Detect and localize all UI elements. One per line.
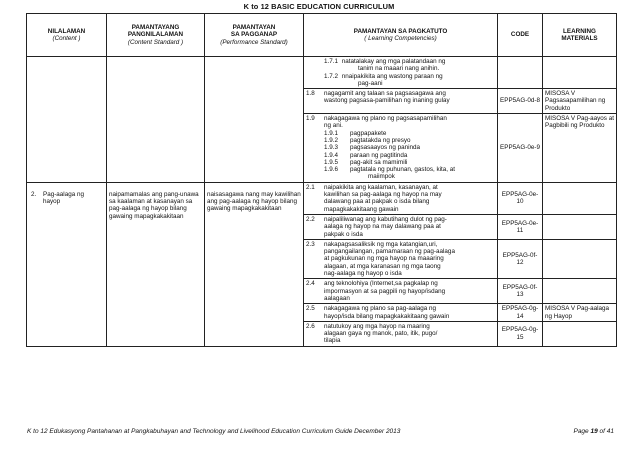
code-cell: EPP5AG-0f-12 xyxy=(498,239,543,278)
item-text-cont: pakpak o isda xyxy=(324,230,363,238)
item-number: 1.9 xyxy=(306,115,315,123)
materials-cell: MISOSA V Pag-aalaga ng Hayop xyxy=(543,304,617,322)
sub-item-text: pagsasaayos ng paninda xyxy=(350,144,421,152)
item-text-cont: dalawang paa at pakpak o isda bilang xyxy=(324,198,430,206)
item-text-cont: nag-aalaga ng hayop o isda xyxy=(324,270,402,278)
code-cell: EPP5AG-0f-13 xyxy=(498,279,543,304)
nilalaman-text: Pag-aalaga ng hayop xyxy=(43,190,84,206)
item-number: 1.7.1 xyxy=(324,58,339,65)
header-ps-sub: (Performance Standard) xyxy=(220,38,288,46)
item-text: natatalakay ang mga palatandaan ng xyxy=(341,58,446,65)
item-text-cont: impormasyon at sa pagpili ng hayop/isdang xyxy=(324,287,446,295)
competency-cell xyxy=(304,182,498,214)
header-cs-label-1: PAMANTAYANG xyxy=(131,24,180,32)
sub-item-number: 1.9.1 xyxy=(324,129,339,137)
nilalaman-cell xyxy=(27,182,107,346)
footer-text: K to 12 Edukasyong Pantahanan at Pangkabuhayan and Technology and Livelihood Education Curriculum Guide December 2013 xyxy=(27,428,401,435)
code-cell-empty xyxy=(498,57,543,89)
header-performance-standard xyxy=(205,14,304,57)
item-text: ang teknolohiya (Internet,sa pagkalap ng xyxy=(324,280,438,288)
sub-item-text: pag-akit sa mamimili xyxy=(350,158,408,166)
code-cell: EPP5AG-0e-9 xyxy=(498,114,543,183)
competency-cell xyxy=(304,304,498,322)
sub-item-text: pagtatakda ng presyo xyxy=(350,136,411,144)
item-text-cont: tanim na maaari nang anihin. xyxy=(358,65,440,73)
header-ps-label-2: SA PAGGANAP xyxy=(230,31,278,39)
page-number xyxy=(573,428,614,435)
table-row xyxy=(27,182,617,214)
list-item xyxy=(306,58,495,65)
sub-item-text: pagtatala ng puhunan, gastos, kita, at xyxy=(350,166,456,174)
item-text-cont: aalagaan xyxy=(324,294,350,302)
item-text-cont: ng ani. xyxy=(324,122,343,130)
materials-cell xyxy=(543,239,617,278)
materials-cell xyxy=(543,182,617,214)
item-text-cont: tilapia xyxy=(324,337,341,345)
competency-cell xyxy=(304,239,498,278)
materials-cell-empty xyxy=(543,57,617,89)
header-materials-label-2: MATERIALS xyxy=(561,35,598,42)
performance-standard-cell: naisasagawa nang may kawilihan ang pag-aalaga ng hayop bilang gawaing mapagkakakitaan xyxy=(205,182,304,346)
document-title: K to 12 BASIC EDUCATION CURRICULUM xyxy=(243,2,395,11)
materials-cell xyxy=(543,279,617,304)
item-text: nakagagawa ng plano ng pagsasapamilihan xyxy=(324,115,447,123)
competency-cell xyxy=(304,279,498,304)
header-learning-competencies xyxy=(304,14,498,57)
nilalaman-cell-empty xyxy=(27,57,107,183)
header-materials xyxy=(543,14,617,57)
item-text: naipakikita ang kaalaman, kasanayan, at xyxy=(324,183,438,191)
list-item xyxy=(306,73,495,80)
sub-item-number: 1.9.4 xyxy=(324,151,339,159)
header-cs-sub: (Content Standard ) xyxy=(127,38,184,46)
item-number: 2.2 xyxy=(306,215,315,223)
item-number: 1.7.2 xyxy=(324,72,339,80)
competency-cell xyxy=(304,214,498,239)
item-text: nnaipakikita ang wastong paraan ng xyxy=(341,72,443,80)
item-number: 2.5 xyxy=(306,305,315,313)
header-row xyxy=(27,14,617,57)
item-number: 1.8 xyxy=(306,90,315,98)
header-cs-label-2: PANGNILALAMAN xyxy=(127,31,184,39)
item-text-cont: alagaan, at mga karanasan ng mga taong xyxy=(324,262,441,270)
materials-cell xyxy=(543,214,617,239)
item-text-cont: aalaga ng hayop na may dalawang paa at xyxy=(324,223,441,231)
item-text-cont: pag-aani xyxy=(358,79,383,87)
code-cell: EPP5AG-0e-10 xyxy=(498,182,543,214)
sub-item-number: 1.9.6 xyxy=(324,166,339,174)
item-number: 2.4 xyxy=(306,280,315,288)
page-current: 19 xyxy=(590,428,598,435)
header-nilalaman xyxy=(27,14,107,57)
competency-cell xyxy=(304,321,498,346)
page-total: of 41 xyxy=(599,428,614,435)
header-ps-label-1: PAMANTAYAN xyxy=(232,24,276,32)
item-text-cont: kawilihan sa pag-aalaga ng hayop na may xyxy=(324,191,442,199)
curriculum-table xyxy=(26,13,617,347)
materials-cell: MISOSA V Pagsasapamilihan ng Produkto xyxy=(543,89,617,114)
item-text-cont: at pagkukunan ng mga hayop na maaaring xyxy=(324,255,444,263)
item-text: naipaliliwanag ang kabutihang dulot ng pag- xyxy=(324,215,447,223)
item-number: 2.6 xyxy=(306,322,315,330)
header-content-standard xyxy=(107,14,205,57)
header-materials-label-1: LEARNING xyxy=(563,27,596,35)
code-cell: EPP5AG-0d-8 xyxy=(498,89,543,114)
table-row xyxy=(27,57,617,89)
competency-cell xyxy=(304,89,498,114)
item-text-cont: wastong pagsasa-pamilihan ng inaning gulay xyxy=(324,97,450,105)
header-lc-label: PAMANTAYAN SA PAGKATUTO xyxy=(353,27,448,35)
item-text-cont: pangangailangan, pamamaraan ng pag-aalaga xyxy=(324,248,455,256)
code-cell: EPP5AG-0g-14 xyxy=(498,304,543,322)
item-text-cont: alagaan gaya ng manok, pato, itik, pugo/ xyxy=(324,330,438,338)
item-text: nagagamit ang talaan sa pagsasagawa ang xyxy=(324,90,446,98)
code-cell: EPP5AG-0e-11 xyxy=(498,214,543,239)
content-standard-cell-empty xyxy=(107,57,205,183)
item-number: 2.3 xyxy=(306,240,315,248)
sub-item-text-cont: maiimpok xyxy=(368,173,395,181)
item-text-cont: hayop/isda bilang mapagkakakitaang gawain xyxy=(324,312,450,320)
item-text: natutukoy ang mga hayop na maaring xyxy=(324,322,430,330)
item-text-cont: mapagkakakitaang gawain xyxy=(324,205,399,213)
sub-item-text: paraan ng pagtitinda xyxy=(350,151,408,159)
competency-cell xyxy=(304,57,498,89)
competency-cell xyxy=(304,114,498,183)
header-nilalaman-label: NILALAMAN xyxy=(47,27,86,35)
performance-standard-cell-empty xyxy=(205,57,304,183)
materials-cell xyxy=(543,321,617,346)
item-text: nakapagsasaliksik ng mga katangian,uri, xyxy=(324,240,438,248)
page-prefix: Page xyxy=(573,428,589,435)
item-text: nakagagawa ng plano sa pag-aalaga ng xyxy=(324,305,437,313)
item-number: 2.1 xyxy=(306,183,315,191)
materials-cell: MISOSA V Pag-aayos at Pagbibili ng Produkto xyxy=(543,114,617,183)
nilalaman-number: 2. xyxy=(31,190,37,198)
sub-item-number: 1.9.5 xyxy=(324,158,339,166)
header-lc-sub: ( Learning Competencies) xyxy=(364,35,437,42)
header-code-label: CODE xyxy=(510,31,530,39)
sub-item-number: 1.9.2 xyxy=(324,136,339,144)
header-nilalaman-sub: (Content ) xyxy=(52,35,81,42)
code-cell: EPP5AG-0g-15 xyxy=(498,321,543,346)
content-standard-cell: naipamamalas ang pang-unawa sa kaalaman at kasanayan sa pag-aalaga ng hayop bilang gawaing mapagkakakitaan xyxy=(107,182,205,346)
sub-item-number: 1.9.3 xyxy=(324,144,339,152)
header-code xyxy=(498,14,543,57)
sub-item-text: pagpapakete xyxy=(350,129,387,137)
